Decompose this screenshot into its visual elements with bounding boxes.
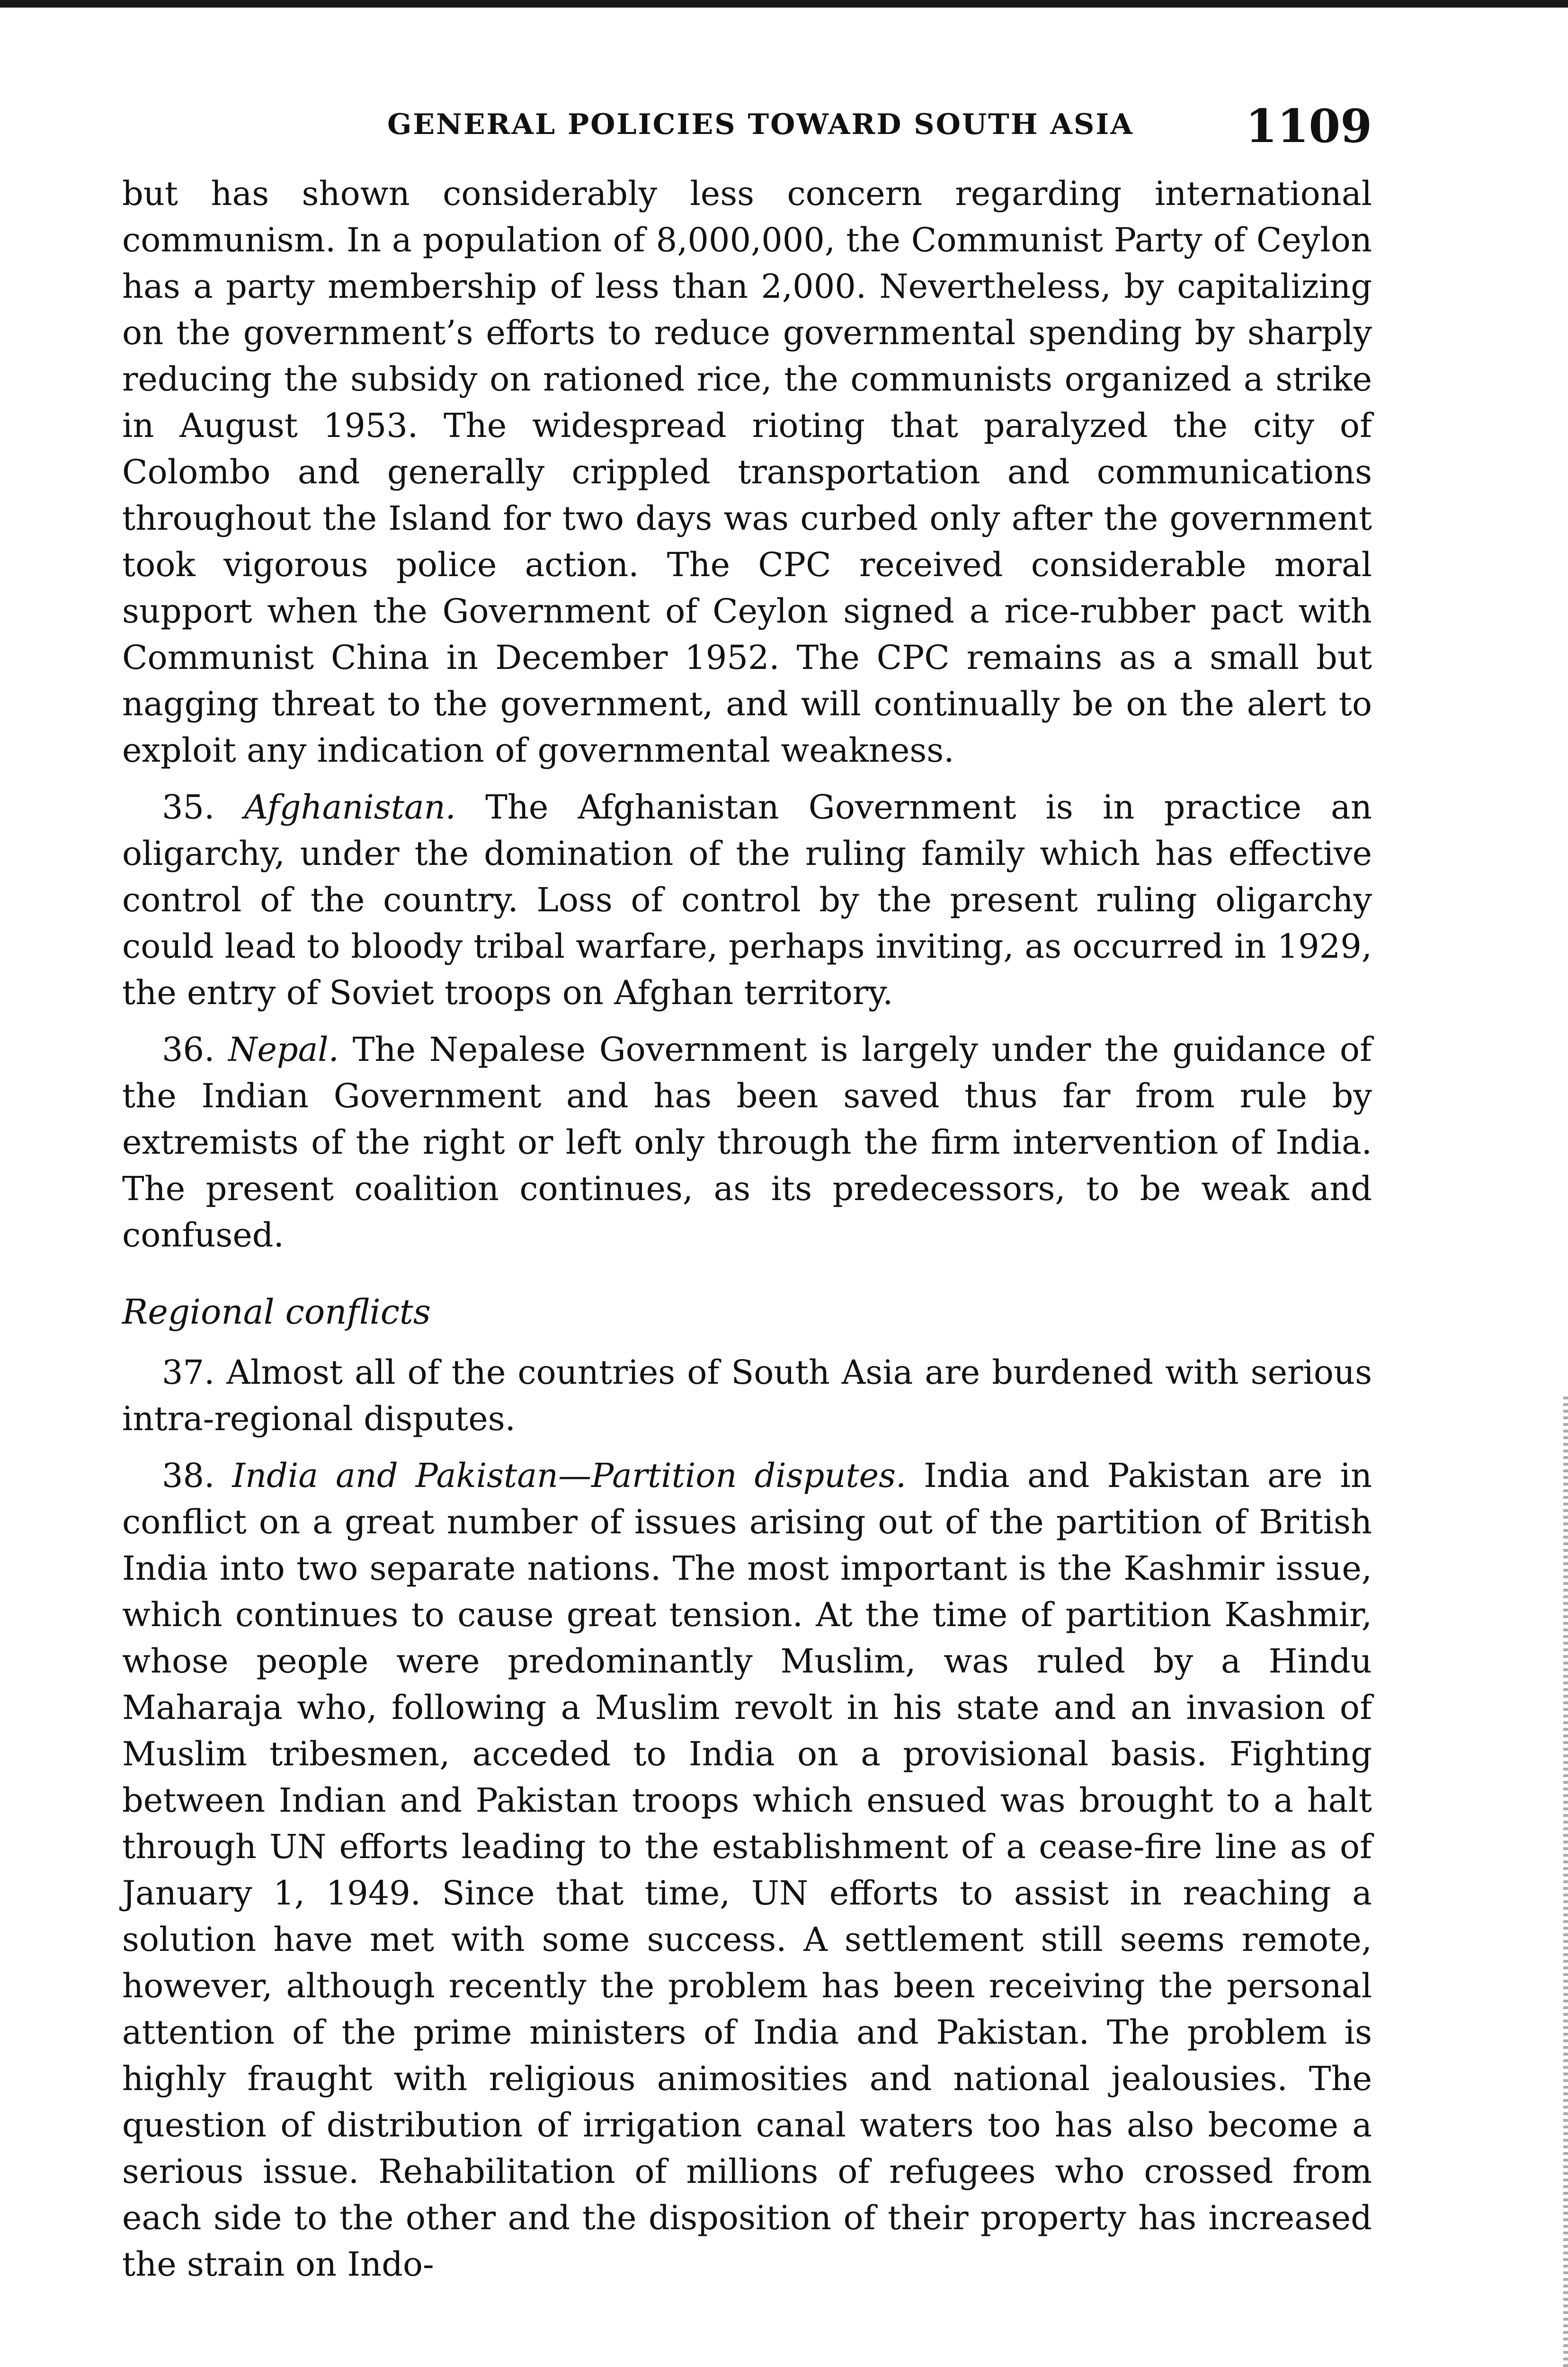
- running-header: [122, 99, 1372, 170]
- paragraph-text: The Nepalese Government is largely under the guidance of the Indian Government and has been saved thus far from rule by extremists of the right or left only through the firm intervention of India. The present coalition continues, as its predecessors, to be weak and confused.: [122, 1030, 1372, 1255]
- paragraph-subject: Afghanistan.: [244, 788, 456, 827]
- paragraph-text: Almost all of the countries of South Asia are burdened with serious intra-regional disputes.: [122, 1353, 1372, 1438]
- paragraph-37: [122, 1349, 1372, 1442]
- page-edge-artifact: [1563, 1397, 1568, 2367]
- paragraph-continued: but has shown considerably less concern regarding international communism. In a population of 8,000,000, the Communist Party of Ceylon has a party membership of less than 2,000. Nevertheless, by capitalizing on the government’s efforts to reduce governmental spending by sharply reducing the subsidy on rationed rice, the communists organized a strike in August 1953. The widespread rioting that paralyzed the city of Colombo and generally crippled transportation and communications throughout the Island for two days was curbed only after the government took vigorous police action. The CPC received considerable moral support when the Government of Ceylon signed a rice-rubber pact with Communist China in December 1952. The CPC remains as a small but nagging threat to the government, and will continually be on the alert to exploit any indication of governmental weakness.: [122, 174, 1372, 770]
- paragraph-36: [122, 1026, 1372, 1258]
- document-page: [122, 99, 1372, 2287]
- paragraph-38: [122, 1452, 1372, 2287]
- paragraph-number: 35.: [162, 788, 215, 827]
- paragraph-number: 36.: [162, 1030, 215, 1069]
- paragraph-35: [122, 784, 1372, 1016]
- paragraph-text: India and Pakistan are in conflict on a great number of issues arising out of the partition of British India into two separate nations. The most important is the Kashmir issue, which continues to cause great tension. At the time of partition Kashmir, whose people were predominantly Muslim, was ruled by a Hindu Maharaja who, following a Muslim revolt in his state and an invasion of Muslim tribesmen, acceded to India on a provisional basis. Fighting between Indian and Pakistan troops which ensued was brought to a halt through UN efforts leading to the establishment of a cease-fire line as of January 1, 1949. Since that time, UN efforts to assist in reaching a solution have met with some success. A settlement still seems remote, however, although recently the problem has been receiving the personal attention of the prime ministers of India and Pakistan. The problem is highly fraught with religious animosities and national jealousies. The question of distribution of irrigation canal waters too has also become a serious issue. Rehabilitation of millions of refugees who crossed from each side to the other and the disposition of their property has increased the strain on Indo-: [122, 1456, 1372, 2284]
- paragraph-subject: Nepal.: [228, 1030, 339, 1069]
- section-heading: Regional conflicts: [122, 1292, 431, 1332]
- paragraph-subject: India and Pakistan—Partition disputes.: [232, 1456, 907, 1495]
- paragraph-number: 37.: [162, 1353, 215, 1392]
- running-title: GENERAL POLICIES TOWARD SOUTH ASIA: [387, 108, 1134, 141]
- top-border-rule: [0, 0, 1568, 8]
- paragraph-number: 38.: [162, 1456, 215, 1495]
- paragraph-text: The Afghanistan Government is in practice an oligarchy, under the domination of the ruling family which has effective control of the country. Loss of control by the present ruling oligarchy could lead to bloody tribal warfare, perhaps inviting, as occurred in 1929, the entry of Soviet troops on Afghan territory.: [122, 788, 1372, 1012]
- page-number: 1109: [1245, 99, 1372, 153]
